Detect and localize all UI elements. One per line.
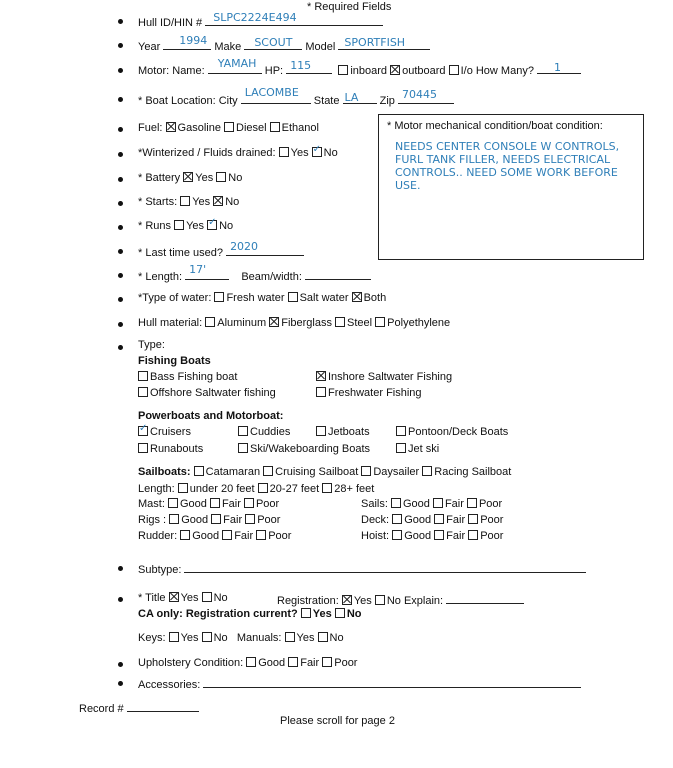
salt-water-label: Salt water <box>299 292 349 304</box>
mast-row <box>138 498 279 510</box>
battery-row <box>138 172 242 184</box>
cruising-label: Cruising Sailboat <box>275 466 359 478</box>
battery-label: * Battery <box>138 172 181 184</box>
fair-label: Fair <box>446 514 466 526</box>
keys-yes-checkbox[interactable] <box>169 632 179 642</box>
starts-row <box>138 196 239 208</box>
state-field[interactable] <box>343 92 377 104</box>
28plus-checkbox[interactable] <box>322 483 332 493</box>
bass-label: Bass Fishing boat <box>150 371 238 383</box>
rudder-good-checkbox[interactable] <box>180 530 190 540</box>
state-label: State <box>313 95 340 107</box>
bullet <box>118 681 123 686</box>
daysailer-label: Daysailer <box>373 466 420 478</box>
poor-label: Poor <box>257 514 281 526</box>
fair-label: Fair <box>234 530 254 542</box>
hp-value: 115 <box>290 59 312 72</box>
ethanol-label: Ethanol <box>281 122 319 134</box>
length-value: 17' <box>189 263 207 276</box>
diesel-checkbox[interactable] <box>224 122 234 132</box>
battery-yes-label: Yes <box>195 172 214 184</box>
registration-no-checkbox[interactable] <box>375 595 385 605</box>
hoist-fair-checkbox[interactable] <box>434 530 444 540</box>
cuddies-label: Cuddies <box>250 426 291 438</box>
hull-label: Hull ID/HIN # <box>138 17 203 29</box>
fiberglass-label: Fiberglass <box>281 317 332 329</box>
hoist-label: Hoist: <box>361 530 390 542</box>
starts-no-checkbox[interactable] <box>213 196 223 206</box>
starts-label: * Starts: <box>138 196 178 208</box>
length-field[interactable] <box>185 263 229 280</box>
keys-no-checkbox[interactable] <box>202 632 212 642</box>
accessories-field[interactable] <box>203 676 581 688</box>
type-label: Type: <box>138 339 165 351</box>
20-27-checkbox[interactable] <box>258 483 268 493</box>
mast-fair-checkbox[interactable] <box>210 498 220 508</box>
length-row <box>138 263 371 283</box>
hp-label: HP: <box>264 65 284 77</box>
condition-box[interactable] <box>378 114 644 260</box>
manuals-label: Manuals: <box>236 632 282 644</box>
good-label: Good <box>192 530 220 542</box>
registration-no-label: No Explain: <box>386 595 444 607</box>
title-yes-checkbox[interactable] <box>169 592 179 602</box>
last-used-row <box>138 240 304 259</box>
bullet <box>118 177 123 182</box>
poor-label: Poor <box>480 514 504 526</box>
ca-no-checkbox[interactable] <box>335 608 345 618</box>
year-value: 1994 <box>179 34 208 47</box>
sail-length-label: Length: <box>138 483 175 495</box>
bullet <box>118 97 123 102</box>
poor-label: Poor <box>478 498 503 510</box>
title-row <box>138 592 228 604</box>
water-row <box>138 292 386 304</box>
jetski-label: Jet ski <box>408 443 440 455</box>
sailboats-row <box>138 466 511 478</box>
registration-explain-field[interactable] <box>446 592 524 604</box>
fresh-water-checkbox[interactable] <box>214 292 224 302</box>
water-label: *Type of water: <box>138 292 212 304</box>
zip-value: 70445 <box>401 88 437 101</box>
winterized-row <box>138 147 338 159</box>
starts-yes-label: Yes <box>192 196 211 208</box>
title-label: * Title <box>138 592 166 604</box>
ski-label: Ski/Wakeboarding Boats <box>250 443 371 455</box>
sails-row <box>361 498 502 510</box>
poor-label: Poor <box>480 530 504 542</box>
hoist-good-checkbox[interactable] <box>392 530 402 540</box>
io-checkbox[interactable] <box>449 65 459 75</box>
title-yes-label: Yes <box>180 592 199 604</box>
last-used-value: 2020 <box>230 240 259 253</box>
manuals-yes-checkbox[interactable] <box>285 632 295 642</box>
hull-material-row <box>138 317 450 329</box>
power-heading: Powerboats and Motorboat: <box>138 410 284 422</box>
good-label: Good <box>402 498 430 510</box>
registration-yes-label: Yes <box>353 595 372 607</box>
rigs-poor-checkbox[interactable] <box>245 514 255 524</box>
winterized-yes-checkbox[interactable] <box>279 147 289 157</box>
fiberglass-checkbox[interactable] <box>269 317 279 327</box>
runs-label: * Runs <box>138 220 172 232</box>
bullet <box>118 152 123 157</box>
offshore-label: Offshore Saltwater fishing <box>150 387 276 399</box>
catamaran-label: Catamaran <box>205 466 261 478</box>
sail-heading: Sailboats: <box>138 466 191 478</box>
bass-checkbox[interactable] <box>138 371 148 381</box>
winterized-yes-label: Yes <box>290 147 309 159</box>
runs-no-checkbox[interactable] <box>207 220 217 230</box>
hull-field[interactable] <box>205 11 383 26</box>
sails-good-checkbox[interactable] <box>391 498 401 508</box>
ca-yes-checkbox[interactable] <box>301 608 311 618</box>
hull-material-label: Hull material: <box>138 317 203 329</box>
upholstery-fair-label: Fair <box>300 657 320 669</box>
racing-label: Racing Sailboat <box>434 466 512 478</box>
bullet <box>118 127 123 132</box>
racing-checkbox[interactable] <box>422 466 432 476</box>
last-used-label: * Last time used? <box>138 247 223 259</box>
keys-row <box>138 632 344 644</box>
bass-option <box>138 371 237 383</box>
make-label: Make <box>214 41 242 53</box>
upholstery-fair-checkbox[interactable] <box>288 657 298 667</box>
good-label: Good <box>404 514 432 526</box>
keys-label: Keys: <box>138 632 166 644</box>
zip-label: Zip <box>379 95 395 107</box>
runs-yes-checkbox[interactable] <box>174 220 184 230</box>
state-value: LA <box>344 91 359 104</box>
beam-field[interactable] <box>305 268 371 280</box>
upholstery-poor-checkbox[interactable] <box>322 657 332 667</box>
bullet <box>118 68 123 73</box>
mast-poor-checkbox[interactable] <box>244 498 254 508</box>
winterized-label: *Winterized / Fluids drained: <box>138 147 276 159</box>
sails-fair-checkbox[interactable] <box>433 498 443 508</box>
rigs-good-checkbox[interactable] <box>169 514 179 524</box>
make-field[interactable] <box>244 38 302 50</box>
freshwater-option <box>316 387 422 399</box>
fuel-row <box>138 122 319 134</box>
rudder-poor-checkbox[interactable] <box>256 530 266 540</box>
runs-no-label: No <box>219 220 234 232</box>
inboard-label: inboard <box>350 65 388 77</box>
bullet <box>118 662 123 667</box>
io-label: I/o How Many? <box>460 65 534 77</box>
fair-label: Fair <box>446 530 466 542</box>
jetboats-checkbox[interactable] <box>316 426 326 436</box>
bullet <box>118 201 123 206</box>
location-row <box>138 86 454 107</box>
20-27-label: 20-27 feet <box>269 483 320 495</box>
motor-name-field[interactable] <box>208 57 262 74</box>
starts-no-label: No <box>225 196 240 208</box>
deck-good-checkbox[interactable] <box>392 514 402 524</box>
upholstery-row <box>138 657 357 669</box>
registration-row <box>277 592 524 607</box>
hoist-row <box>361 530 503 542</box>
28plus-label: 28+ feet <box>334 483 375 495</box>
scroll-note: Please scroll for page 2 <box>280 715 395 727</box>
hp-field[interactable] <box>286 59 332 74</box>
ca-yes-label: Yes <box>312 608 332 620</box>
good-label: Good <box>181 514 209 526</box>
rudder-label: Rudder: <box>138 530 178 542</box>
ca-row <box>138 608 361 620</box>
location-label: * Boat Location: City <box>138 95 238 107</box>
runabouts-label: Runabouts <box>150 443 204 455</box>
length-label: * Length: <box>138 271 183 283</box>
manuals-no-label: No <box>329 632 344 644</box>
jetboats-label: Jetboats <box>328 426 370 438</box>
outboard-label: outboard <box>402 65 446 77</box>
battery-yes-checkbox[interactable] <box>183 172 193 182</box>
ski-option <box>238 443 370 455</box>
year-label: Year <box>138 41 161 53</box>
polyethylene-label: Polyethylene <box>387 317 451 329</box>
rigs-row <box>138 514 280 526</box>
runs-row <box>138 220 233 232</box>
keys-no-label: No <box>213 632 228 644</box>
bullet <box>118 19 123 24</box>
upholstery-label: Upholstery Condition: <box>138 657 244 669</box>
bullet <box>118 43 123 48</box>
offshore-option <box>138 387 276 399</box>
upholstery-good-label: Good <box>258 657 286 669</box>
last-used-field[interactable] <box>226 240 304 256</box>
gasoline-label: Gasoline <box>177 122 221 134</box>
under20-checkbox[interactable] <box>178 483 188 493</box>
polyethylene-checkbox[interactable] <box>375 317 385 327</box>
good-label: Good <box>179 498 207 510</box>
catamaran-checkbox[interactable] <box>194 466 204 476</box>
offshore-checkbox[interactable] <box>138 387 148 397</box>
condition-note: NEEDS CENTER CONSOLE W CONTROLS, FURL TANK FILLER, NEEDS ELECTRICAL CONTROLS.. NEED SOME WORK BEFORE USE. <box>395 140 620 192</box>
cruising-checkbox[interactable] <box>263 466 273 476</box>
rudder-row <box>138 530 291 542</box>
gasoline-checkbox[interactable] <box>166 122 176 132</box>
cruisers-option <box>138 426 191 438</box>
model-field[interactable] <box>338 38 430 50</box>
poor-label: Poor <box>268 530 292 542</box>
deck-label: Deck: <box>361 514 390 526</box>
beam-label: Beam/width: <box>241 271 302 283</box>
motor-row <box>138 57 581 77</box>
poor-label: Poor <box>255 498 280 510</box>
hull-value: SLPC2224E494 <box>213 11 297 24</box>
under20-label: under 20 feet <box>189 483 255 495</box>
keys-yes-label: Yes <box>180 632 199 644</box>
runabouts-checkbox[interactable] <box>138 443 148 453</box>
subtype-field[interactable] <box>184 561 586 573</box>
steel-label: Steel <box>347 317 373 329</box>
motor-name-label: Name: <box>172 65 205 77</box>
upholstery-good-checkbox[interactable] <box>246 657 256 667</box>
rudder-fair-checkbox[interactable] <box>222 530 232 540</box>
bullet <box>118 322 123 327</box>
runs-yes-label: Yes <box>186 220 205 232</box>
bullet <box>118 345 123 350</box>
ca-no-label: No <box>346 608 362 620</box>
inshore-checkbox[interactable] <box>316 371 326 381</box>
bullet <box>118 225 123 230</box>
jetski-checkbox[interactable] <box>396 443 406 453</box>
record-label: Record # <box>79 703 124 715</box>
registration-yes-checkbox[interactable] <box>342 595 352 605</box>
salt-water-checkbox[interactable] <box>288 292 298 302</box>
required-fields-note: * Required Fields <box>307 1 392 13</box>
battery-no-checkbox[interactable] <box>216 172 226 182</box>
motor-count-field[interactable] <box>537 62 581 74</box>
mast-good-checkbox[interactable] <box>168 498 178 508</box>
registration-label: Registration: <box>277 595 339 607</box>
starts-yes-checkbox[interactable] <box>180 196 190 206</box>
title-no-checkbox[interactable] <box>202 592 212 602</box>
subtype-row <box>138 561 586 576</box>
bullet <box>118 566 123 571</box>
make-value: SCOUT <box>254 36 293 49</box>
rigs-label: Rigs : <box>138 514 167 526</box>
zip-field[interactable] <box>398 88 454 104</box>
battery-no-label: No <box>228 172 243 184</box>
bullet <box>118 297 123 302</box>
manuals-yes-label: Yes <box>296 632 315 644</box>
hull-row <box>138 11 383 29</box>
motor-count-value: 1 <box>554 61 562 74</box>
diesel-label: Diesel <box>236 122 267 134</box>
fair-label: Fair <box>444 498 464 510</box>
title-no-label: No <box>213 592 228 604</box>
sail-length-row <box>138 483 374 495</box>
fair-label: Fair <box>223 514 243 526</box>
model-label: Model <box>305 41 336 53</box>
hoist-poor-checkbox[interactable] <box>468 530 478 540</box>
record-row <box>79 700 199 715</box>
both-water-checkbox[interactable] <box>352 292 362 302</box>
cuddies-option <box>238 426 290 438</box>
runabouts-option <box>138 443 203 455</box>
winterized-no-label: No <box>323 147 338 159</box>
fuel-label: Fuel: <box>138 122 163 134</box>
outboard-checkbox[interactable] <box>390 65 400 75</box>
deck-row <box>361 514 503 526</box>
year-field[interactable] <box>163 34 211 50</box>
sails-label: Sails: <box>361 498 388 510</box>
bullet <box>118 249 123 254</box>
rigs-fair-checkbox[interactable] <box>211 514 221 524</box>
pontoon-option <box>396 426 508 438</box>
good-label: Good <box>404 530 432 542</box>
freshwater-checkbox[interactable] <box>316 387 326 397</box>
upholstery-poor-label: Poor <box>334 657 358 669</box>
model-value: SPORTFISH <box>344 36 406 49</box>
winterized-no-checkbox[interactable] <box>312 147 322 157</box>
both-water-label: Both <box>363 292 387 304</box>
cruisers-checkbox[interactable] <box>138 426 148 436</box>
year-row <box>138 34 430 53</box>
deck-poor-checkbox[interactable] <box>468 514 478 524</box>
ethanol-checkbox[interactable] <box>270 122 280 132</box>
fresh-water-label: Fresh water <box>226 292 285 304</box>
inshore-option <box>316 371 452 383</box>
bullet <box>118 597 123 602</box>
inshore-label: Inshore Saltwater Fishing <box>328 371 453 383</box>
jetski-option <box>396 443 439 455</box>
aluminum-label: Aluminum <box>217 317 267 329</box>
cruisers-label: Cruisers <box>150 426 191 438</box>
subtype-label: Subtype: <box>138 564 182 576</box>
daysailer-checkbox[interactable] <box>361 466 371 476</box>
pontoon-label: Pontoon/Deck Boats <box>408 426 509 438</box>
record-field[interactable] <box>127 700 199 712</box>
sails-poor-checkbox[interactable] <box>467 498 477 508</box>
jetboats-option <box>316 426 370 438</box>
deck-fair-checkbox[interactable] <box>434 514 444 524</box>
ski-checkbox[interactable] <box>238 443 248 453</box>
accessories-row <box>138 676 581 691</box>
city-value: LACOMBE <box>244 86 299 99</box>
condition-title: * Motor mechanical condition/boat condition: <box>387 120 603 132</box>
fishing-heading: Fishing Boats <box>138 355 211 367</box>
ca-label: CA only: Registration current? <box>138 608 298 620</box>
mast-label: Mast: <box>138 498 165 510</box>
motor-name-value: YAMAH <box>217 57 257 70</box>
bullet <box>118 273 123 278</box>
freshwater-label: Freshwater Fishing <box>328 387 422 399</box>
pontoon-checkbox[interactable] <box>396 426 406 436</box>
city-field[interactable] <box>241 86 311 104</box>
aluminum-checkbox[interactable] <box>205 317 215 327</box>
manuals-no-checkbox[interactable] <box>318 632 328 642</box>
inboard-checkbox[interactable] <box>338 65 348 75</box>
cuddies-checkbox[interactable] <box>238 426 248 436</box>
motor-label: Motor: <box>138 65 170 77</box>
accessories-label: Accessories: <box>138 679 201 691</box>
fair-label: Fair <box>221 498 241 510</box>
steel-checkbox[interactable] <box>335 317 345 327</box>
